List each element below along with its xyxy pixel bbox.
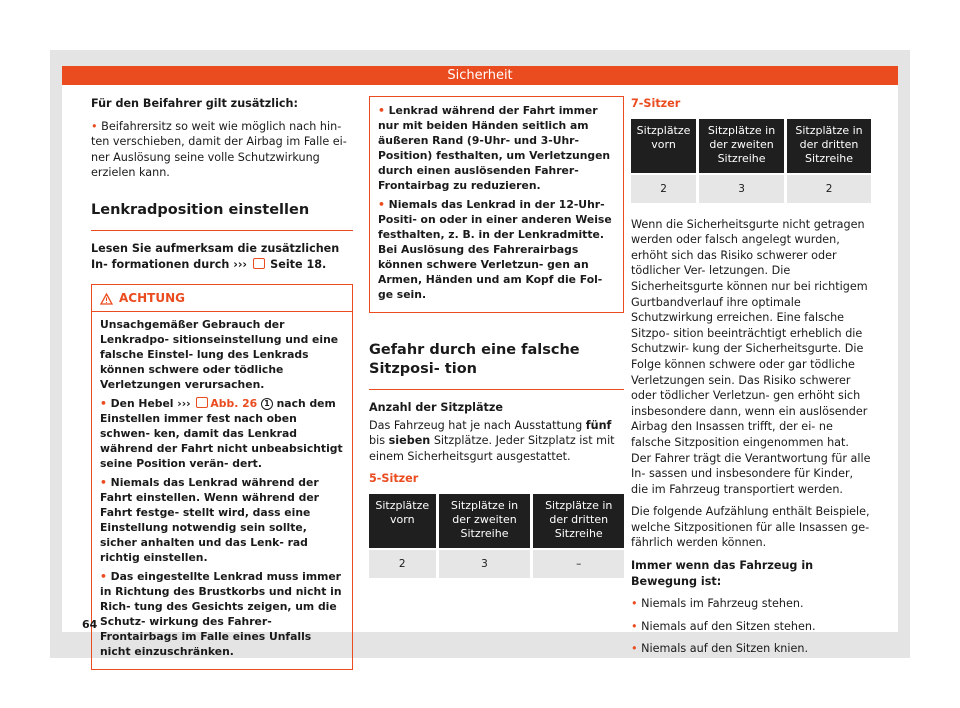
warning-bullet-3: • Das eingestellte Lenkrad muss immer in Richtung des Brustkorbs und nicht in Rich- tung des Gesichts zeigen, um die Schutz- wirkung des Fahrer-Frontairbags im Falle eines Unfalls nicht einzuschränken. [100, 570, 342, 659]
warning-box [91, 284, 353, 670]
table-label-5-seater: 5-Sitzer [369, 472, 419, 486]
table-header: Sitzplätze in der zweiten Sitzreihe [698, 119, 786, 174]
seats-text: Das Fahrzeug hat je nach Ausstattung fünf bis sieben Sitzplätze. Jeder Sitzplatz ist mit einem Sicherheitsgurt ausgestattet. [369, 418, 615, 463]
table-row [631, 174, 871, 203]
list-item: • Niemals im Fahrzeug stehen. [631, 597, 804, 611]
seats-table-5 [369, 494, 624, 578]
book-reference-icon [253, 258, 265, 269]
table-cell: – [532, 549, 624, 578]
column-left [91, 96, 353, 670]
page-reference-link[interactable]: Seite 18. [270, 257, 327, 271]
danger-bullet-1: • Lenkrad während der Fahrt immer nur mit beiden Händen seitlich am äußeren Rand (9-Uhr- und 3-Uhr-Position) festhalten, um Verletzungen durch einen auslösenden Fahrer-Frontairbag zu reduzieren. [378, 104, 611, 192]
paragraph-seatbelt-risk: Wenn die Sicherheitsgurte nicht getragen werden oder falsch angelegt wurden, erhöht sich das Risiko schwerer oder tödlicher Ver- letzungen. Die Sicherheitsgurte können nur bei richtigem Gurtbandverlauf ihre optimale Schutzwirkung erreichen. Eine falsche Sitzpo- sition beeinträchtigt erheblich die Schutzwir- kung der Sicherheitsgurte. Die Folge können schwere oder gar tödliche Verletzungen sein. Das Risiko schwerer oder tödlicher Verletzun- gen erhöht sich insbesondere dann, wenn ein auslösender Airbag den Insassen trifft, der ei- ne falsche Sitzposition eingenommen hat. Der Fahrer trägt die Verantwortung für alle In- sassen und insbesondere für Kinder, die im Fahrzeug transportiert werden. [631, 217, 871, 496]
table-cell: 3 [698, 174, 786, 203]
list-heading: Immer wenn das Fahrzeug in Bewegung ist: [631, 559, 814, 588]
table-header: Sitzplätze in der zweiten Sitzreihe [437, 494, 532, 549]
list-item: • Niemals auf den Sitzen knien. [631, 642, 809, 656]
table-cell: 2 [631, 174, 698, 203]
page-number: 64 [82, 618, 98, 631]
intro-heading: Für den Beifahrer gilt zusätzlich: [91, 97, 298, 110]
figure-reference-link[interactable]: Abb. 26 [210, 397, 258, 411]
table-cell: 2 [369, 549, 437, 578]
table-row [369, 549, 624, 578]
column-right [631, 96, 871, 664]
section-title-steering: Lenkradposition einstellen [91, 191, 353, 231]
figure-reference-icon [196, 397, 208, 408]
page-header: Sicherheit [62, 66, 898, 85]
sub-heading-seats: Anzahl der Sitzplätze [369, 401, 503, 414]
table-label-7-seater: 7-Sitzer [631, 97, 681, 110]
section-title-seating: Gefahr durch eine falsche Sitzposi- tion [369, 331, 624, 390]
manual-page [62, 66, 898, 659]
warning-box-continued [369, 96, 624, 313]
callout-number: 1 [261, 398, 273, 410]
table-header: Sitzplätze in der dritten Sitzreihe [532, 494, 624, 549]
intro-bullet: • Beifahrersitz so weit wie möglich nach hin- ten verschieben, damit der Airbag im Falle ei- ner Auslösung seine volle Schutzwirkung erzielen kann. [91, 119, 347, 180]
list-item: • Niemals auf den Sitzen stehen. [631, 619, 816, 633]
page-frame [50, 50, 910, 658]
warning-intro: Unsachgemäßer Gebrauch der Lenkradpo- sitionseinstellung und eine falsche Einstel- lung des Lenkrads können schwere oder tödliche Verletzungen verursachen. [100, 318, 339, 392]
seats-table-7 [631, 119, 871, 203]
table-header: Sitzplätze in der dritten Sitzreihe [786, 119, 871, 174]
column-middle [369, 96, 624, 588]
table-header: Sitzplätze vorn [369, 494, 437, 549]
read-more-text: Lesen Sie aufmerksam die zusätzlichen In- formationen durch ››› Seite 18. [91, 241, 340, 271]
warning-triangle-icon [100, 293, 113, 305]
table-header: Sitzplätze vorn [631, 119, 698, 174]
danger-bullet-2: • Niemals das Lenkrad in der 12-Uhr-Positi- on oder in einer anderen Weise festhalten, z. B. in der Lenkradmitte. Bei Auslösung des Fahrerairbags können schwere Verletzun- gen an Armen, Händen und am Kopf die Fol- ge sein. [378, 198, 612, 301]
warning-bullet-1: • Den Hebel ››› Abb. 26 1 nach dem Einstellen immer fest nach oben schwen- ken, damit das Lenkrad während der Fahrt nicht unbeabsichtigt seine Position verän- dert. [100, 397, 343, 471]
bullet-icon: • [91, 119, 102, 133]
table-cell: 2 [786, 174, 871, 203]
warning-title: ACHTUNG [92, 291, 352, 312]
paragraph-examples: Die folgende Aufzählung enthält Beispiele, welche Sitzpositionen für alle Insassen ge- fährlich werden können. [631, 505, 870, 550]
warning-bullet-2: • Niemals das Lenkrad während der Fahrt einstellen. Wenn während der Fahrt festge- stellt wird, dass eine Einstellung notwendig sein sollte, sicher anhalten und das Lenk- rad richtig einstellen. [100, 476, 319, 565]
table-cell: 3 [437, 549, 532, 578]
